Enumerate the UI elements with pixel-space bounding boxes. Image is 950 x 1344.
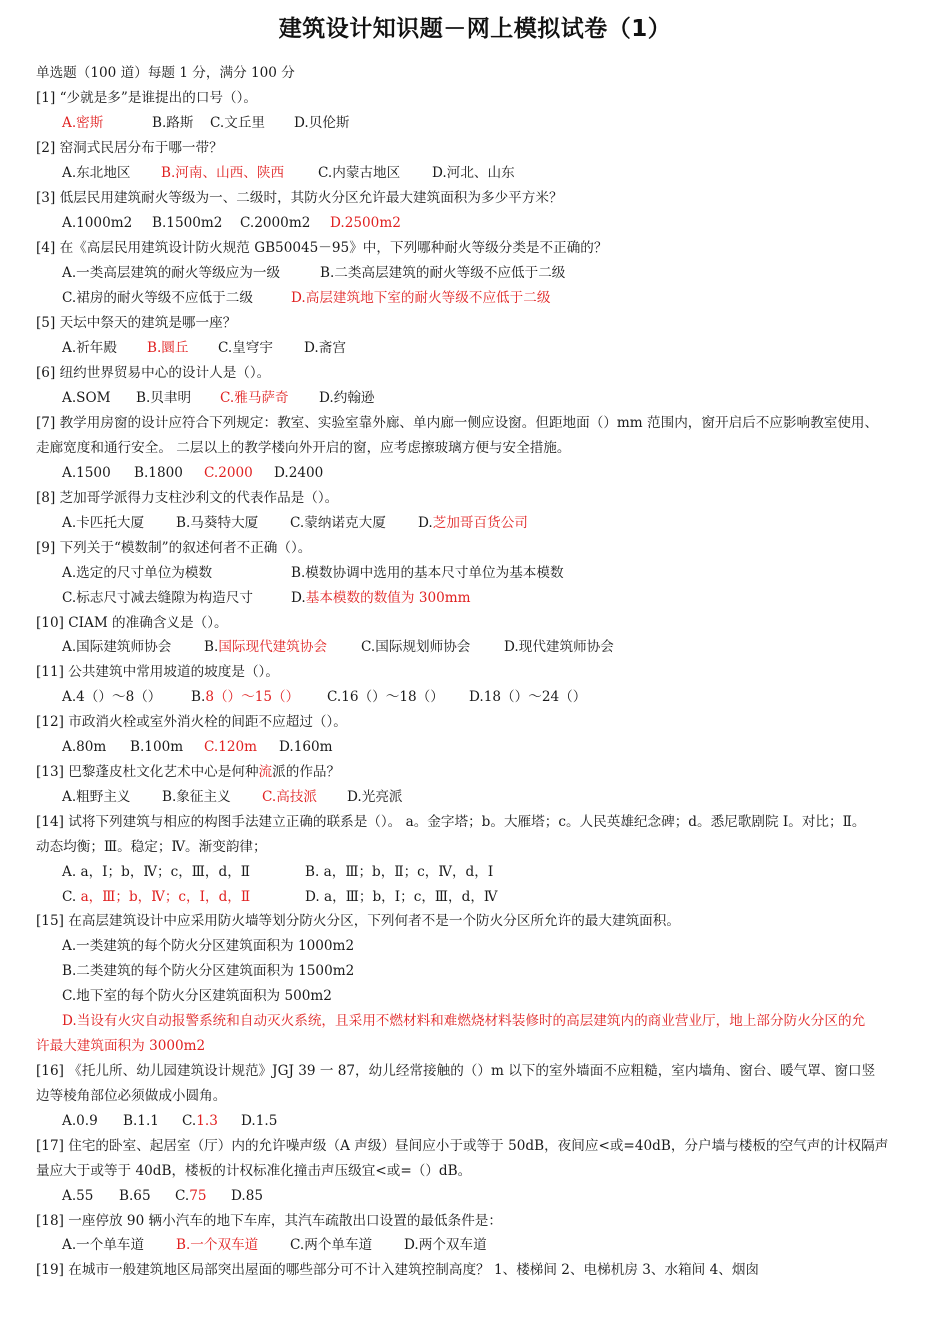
option-b: B.一个双车道	[176, 1237, 259, 1253]
option-c: C.裙房的耐火等级不应低于二级	[62, 290, 253, 306]
question-4-options-row2	[62, 289, 550, 307]
question-9-options-row2	[62, 589, 471, 607]
option-b: B.1500m2	[152, 215, 223, 231]
option-c-text: 75	[189, 1188, 207, 1204]
question-16-stem-line1: [16] 《托儿所、幼儿园建筑设计规范》JGJ 39 一 87，幼儿经常接触的（）m 以下的室外墙面不应粗糙，室内墙角、窗台、暖气罩、窗口竖	[36, 1063, 876, 1079]
option-b-text: 8（）～15（）	[205, 689, 300, 705]
option-a: A.1500	[62, 465, 111, 481]
option-a: A.东北地区	[62, 165, 131, 181]
option-a: A.祈年殿	[62, 340, 117, 356]
question-17-stem-line2: 量应大于或等于 40dB，楼板的计权标准化撞击声压级宜<或=（）dB。	[36, 1163, 472, 1179]
option-b: B.1800	[134, 465, 183, 481]
question-5-stem: [5] 天坛中祭天的建筑是哪一座？	[36, 315, 237, 331]
option-d: D.1.5	[241, 1113, 278, 1129]
option-b: B.象征主义	[162, 789, 231, 805]
question-9-options-row1	[62, 564, 564, 582]
option-d: D.贝伦斯	[294, 115, 350, 131]
option-d: D.约翰逊	[319, 390, 375, 406]
question-8-stem: [8] 芝加哥学派得力支柱沙利文的代表作品是（）。	[36, 490, 339, 506]
question-6-stem: [6] 纽约世界贸易中心的设计人是（）。	[36, 365, 271, 381]
question-16-stem-line2: 边等棱角部位必须做成小圆角。	[36, 1088, 227, 1104]
question-14-stem-line2: 动态均衡；Ⅲ。稳定；Ⅳ。渐变韵律；	[36, 839, 267, 855]
option-c-text: a，Ⅲ；b，Ⅳ；c，Ⅰ，d，Ⅱ	[80, 889, 251, 905]
option-c: C.皇穹宇	[218, 340, 274, 356]
option-d-line1: D.当设有火灾自动报警系统和自动灭火系统，且采用不燃材料和难燃烧材料装修时的高层建筑内的商业营业厅，地上部分防火分区的允	[62, 1013, 866, 1029]
option-c	[175, 1187, 231, 1205]
option-b: B.65	[119, 1188, 151, 1204]
stem-text-end: 派的作品？	[272, 764, 341, 780]
option-a: A.1000m2	[62, 215, 133, 231]
question-2-stem: [2] 窑洞式民居分布于哪一带？	[36, 140, 223, 156]
option-c: C.2000	[204, 465, 253, 481]
option-c-prefix: C.	[182, 1113, 197, 1129]
option-d: D.斋宫	[304, 340, 346, 356]
option-a: A.一类高层建筑的耐火等级应为一级	[62, 265, 281, 281]
question-1-options	[62, 114, 350, 132]
option-d: D.18（）～24（）	[469, 689, 587, 705]
option-c	[182, 1112, 241, 1130]
question-18-stem: [18] 一座停放 90 辆小汽车的地下车库，其汽车疏散出口设置的最低条件是：	[36, 1213, 502, 1229]
question-11-stem: [11] 公共建筑中常用坡道的坡度是（）。	[36, 664, 279, 680]
option-d-line2: 许最大建筑面积为 3000m2	[36, 1038, 206, 1054]
question-14-options-row1	[62, 863, 493, 881]
option-c: C.16（）～18（）	[327, 689, 444, 705]
option-b: B.模数协调中选用的基本尺寸单位为基本模数	[291, 565, 564, 581]
option-a: A.密斯	[62, 115, 104, 131]
question-17-options	[62, 1187, 263, 1205]
option-a: A.选定的尺寸单位为模数	[62, 565, 213, 581]
option-b: B.贝聿明	[136, 390, 192, 406]
question-7-stem-line2: 走廊宽度和通行安全。 二层以上的教学楼向外开启的窗，应考虑擦玻璃方便与安全措施。	[36, 440, 571, 456]
question-18-options	[62, 1236, 487, 1254]
question-13-stem	[36, 763, 340, 781]
question-3-stem: [3] 低层民用建筑耐火等级为一、二级时，其防火分区允许最大建筑面积为多少平方米？	[36, 190, 563, 206]
option-d: D.两个双车道	[404, 1237, 487, 1253]
option-d-text: 基本模数的数值为 300mm	[305, 590, 471, 606]
question-6-options	[62, 389, 375, 407]
option-d-text: 芝加哥百货公司	[432, 515, 528, 531]
option-a: A.国际建筑师协会	[62, 639, 172, 655]
option-c: C.国际规划师协会	[361, 639, 471, 655]
question-17-stem-line1: [17] 住宅的卧室、起居室（厅）内的允许噪声级（A 声级）昼间应小于或等于 50dB，夜间应<或=40dB，分户墙与楼板的空气声的计权隔声	[36, 1138, 889, 1154]
question-15-stem: [15] 在高层建筑设计中应采用防火墙等划分防火分区，下列何者不是一个防火分区所允许的最大建筑面积。	[36, 913, 680, 929]
question-12-stem: [12] 市政消火栓或室外消火栓的间距不应超过（）。	[36, 714, 347, 730]
option-d-prefix: D.	[418, 515, 433, 531]
option-d: D.高层建筑地下室的耐火等级不应低于二级	[291, 290, 551, 306]
exam-intro: 单选题（100 道）每题 1 分，满分 100 分	[36, 65, 295, 81]
option-c-prefix: C.	[62, 889, 81, 905]
option-c: C.两个单车道	[290, 1237, 373, 1253]
option-d	[291, 589, 471, 607]
option-c: C.蒙纳诺克大厦	[290, 515, 386, 531]
option-b: B.二类高层建筑的耐火等级不应低于二级	[320, 265, 566, 281]
option-a: A.0.9	[62, 1113, 98, 1129]
question-7-options	[62, 464, 323, 482]
option-a: A. a，Ⅰ；b，Ⅳ；c，Ⅲ，d，Ⅱ	[62, 864, 251, 880]
option-b-prefix: B.	[191, 689, 206, 705]
question-2-options	[62, 164, 515, 182]
option-b-prefix: B.	[204, 639, 219, 655]
option-b	[204, 638, 361, 656]
option-a: A.55	[62, 1188, 94, 1204]
option-d: D.现代建筑师协会	[504, 639, 614, 655]
question-19-stem: [19] 在城市一般建筑地区局部突出屋面的哪些部分可不计入建筑控制高度？ 1、楼梯间 2、电梯机房 3、水箱间 4、烟囱	[36, 1262, 760, 1278]
option-b	[191, 688, 327, 706]
option-d: D.2500m2	[330, 215, 401, 231]
question-5-options	[62, 339, 346, 357]
option-b: B.路斯	[152, 115, 194, 131]
option-d: D.85	[231, 1188, 264, 1204]
option-b: B.1.1	[123, 1113, 159, 1129]
option-a: A.一类建筑的每个防火分区建筑面积为 1000m2	[62, 938, 355, 954]
stem-highlight: 流	[258, 764, 273, 780]
option-c: C.120m	[204, 739, 258, 755]
option-d	[418, 514, 528, 532]
option-c: C.文丘里	[210, 115, 266, 131]
option-b: B. a，Ⅲ；b，Ⅱ；c，Ⅳ，d，Ⅰ	[305, 864, 494, 880]
option-d-prefix: D.	[291, 590, 306, 606]
option-a: A.粗野主义	[62, 789, 131, 805]
option-c: C.高技派	[262, 789, 318, 805]
option-b: B.河南、山西、陕西	[161, 165, 285, 181]
question-14-options-row2	[62, 888, 498, 906]
option-a: A.卡匹托大厦	[62, 515, 145, 531]
question-14-stem-line1: [14] 试将下列建筑与相应的构图手法建立正确的联系是（）。 a。金字塔；b。大雁塔；c。人民英雄纪念碑；d。悉尼歌剧院 Ⅰ。对比；Ⅱ。	[36, 814, 866, 830]
option-b-text: 国际现代建筑协会	[218, 639, 328, 655]
question-10-stem: [10] CIAM 的准确含义是（）。	[36, 615, 228, 631]
stem-text: [13] 巴黎蓬皮杜文化艺术中心是何种	[36, 764, 259, 780]
question-1-stem: [1] “少就是多”是谁提出的口号（）。	[36, 90, 257, 106]
option-d: D.160m	[279, 739, 333, 755]
option-c-text: 1.3	[196, 1113, 218, 1129]
option-b: B.二类建筑的每个防火分区建筑面积为 1500m2	[62, 963, 355, 979]
option-a: A.4（）～8（）	[62, 689, 162, 705]
question-12-options	[62, 738, 333, 756]
option-b: B.圜丘	[147, 340, 189, 356]
question-11-options	[62, 688, 586, 706]
option-d: D.光亮派	[347, 789, 403, 805]
question-4-options-row1	[62, 264, 565, 282]
option-c: C.地下室的每个防火分区建筑面积为 500m2	[62, 988, 332, 1004]
option-d: D.河北、山东	[432, 165, 515, 181]
option-b: B.100m	[130, 739, 184, 755]
option-b: B.马葵特大厦	[176, 515, 259, 531]
option-c-prefix: C.	[175, 1188, 190, 1204]
question-9-stem: [9] 下列关于“模数制”的叙述何者不正确（）。	[36, 540, 312, 556]
option-c: C.雅马萨奇	[220, 390, 289, 406]
question-13-options	[62, 788, 403, 806]
option-c	[62, 888, 305, 906]
option-d: D. a，Ⅲ；b，Ⅰ；c，Ⅲ，d，Ⅳ	[305, 889, 498, 905]
question-7-stem-line1: [7] 教学用房窗的设计应符合下列规定：教室、实验室靠外廊、单内廊一侧应设窗。但距地面（）mm 范围内，窗开启后不应影响教室使用、	[36, 415, 879, 431]
question-8-options	[62, 514, 528, 532]
option-a: A.一个单车道	[62, 1237, 145, 1253]
option-a: A.80m	[62, 739, 107, 755]
question-3-options	[62, 214, 401, 232]
option-c: C.内蒙古地区	[318, 165, 401, 181]
question-4-stem: [4] 在《高层民用建筑设计防火规范 GB50045－95》中，下列哪种耐火等级分类是不正确的？	[36, 240, 608, 256]
option-c: C.标志尺寸减去缝隙为构造尺寸	[62, 590, 253, 606]
option-a: A.SOM	[62, 390, 111, 406]
page-title: 建筑设计知识题－网上模拟试卷（1）	[278, 16, 672, 42]
question-10-options	[62, 638, 614, 656]
option-d: D.2400	[274, 465, 324, 481]
question-16-options	[62, 1112, 277, 1130]
option-c: C.2000m2	[240, 215, 311, 231]
